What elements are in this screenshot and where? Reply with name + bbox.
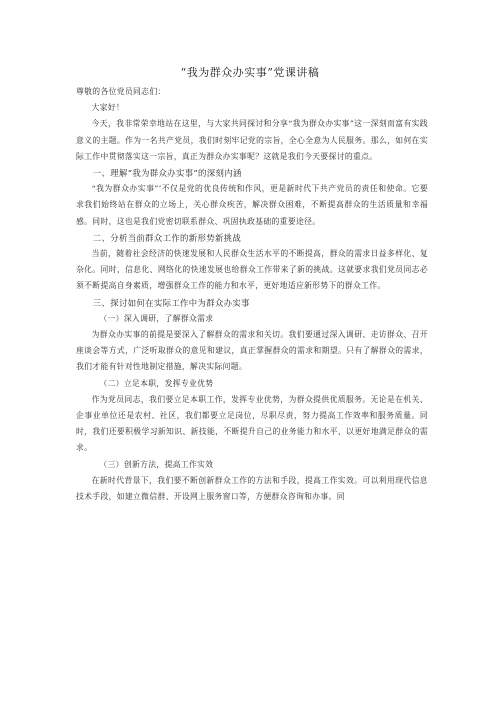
section-heading-1: 一、理解“我为群众办实事”的深刻内涵 (92, 168, 242, 179)
section-heading-2: 二、分析当前群众工作的新形势新挑战 (92, 232, 242, 243)
subsection-1-paragraph: 为群众办实事的前提是要深入了解群众的需求和关切。我们要通过深入调研、走访群众、召开座谈会等方式，广泛听取群众的意见和建议，真正掌握群众的需求和期望。只有了解群众的需求，我们才能有针对性地制定措施，解决实际问题。 (76, 330, 428, 372)
subsection-heading-2: （二）立足本职，发挥专业优势 (99, 378, 214, 388)
document-title: “我为群众办实事”党课讲稿 (180, 66, 320, 79)
greeting: 大家好！ (91, 103, 125, 113)
document-body (76, 84, 428, 505)
subsection-heading-1: （一）深入调研，了解群众需求 (99, 313, 214, 323)
intro-paragraph: 今天，我非常荣幸地站在这里，与大家共同探讨和分享“我为群众办实事”这一深刻而富有实践意义的主题。作为一名共产党员，我们时刻牢记党的宗旨，全心全意为人民服务。那么，如何在实际工作中贯彻落实这一宗旨，真正为群众办实事呢？这就是我们今天要探讨的重点。 (76, 119, 428, 161)
subsection-3-paragraph: 在新时代背景下，我们要不断创新群众工作的方法和手段，提高工作实效。可以利用现代信息技术手段，如建立微信群、开设网上服务窗口等，方便群众咨询和办事。同 (76, 475, 428, 502)
salutation: 尊敬的各位党员同志们： (76, 87, 166, 96)
subsection-heading-3: （三）创新方法，提高工作实效 (99, 459, 214, 469)
section-1-paragraph: “我为群众办实事”’不仅是党的优良传统和作风，更是新时代下共产党员的责任和使命。它要求我们始终站在群众的立场上，关心群众疾苦，解决群众困难，不断提高群众的生活质量和幸福感。同时，这也是我们党密切联系群众、巩固执政基础的重要途径。 (76, 184, 428, 226)
subsection-2-paragraph: 作为党员同志，我们要立足本职工作，发挥专业优势，为群众提供优质服务。无论是在机关、企事业单位还是农村、社区，我们都要立足岗位，尽职尽责，努力提高工作效率和服务质量。同时，我们还要积极学习新知识、新技能，不断提升自己的业务能力和水平，以更好地满足群众的需求。 (76, 394, 428, 453)
section-2-paragraph: 当前，随着社会经济的快速发展和人民群众生活水平的不断提高，群众的需求日益多样化、复杂化。同时，信息化、网络化的快速发展也给群众工作带来了新的挑战。这就要求我们党员同志必须不断提高自身素质，增强群众工作的能力和水平，更好地适应新形势下的群众工作。 (76, 249, 428, 291)
section-heading-3: 三、探讨如何在实际工作中为群众办实事 (92, 297, 250, 308)
